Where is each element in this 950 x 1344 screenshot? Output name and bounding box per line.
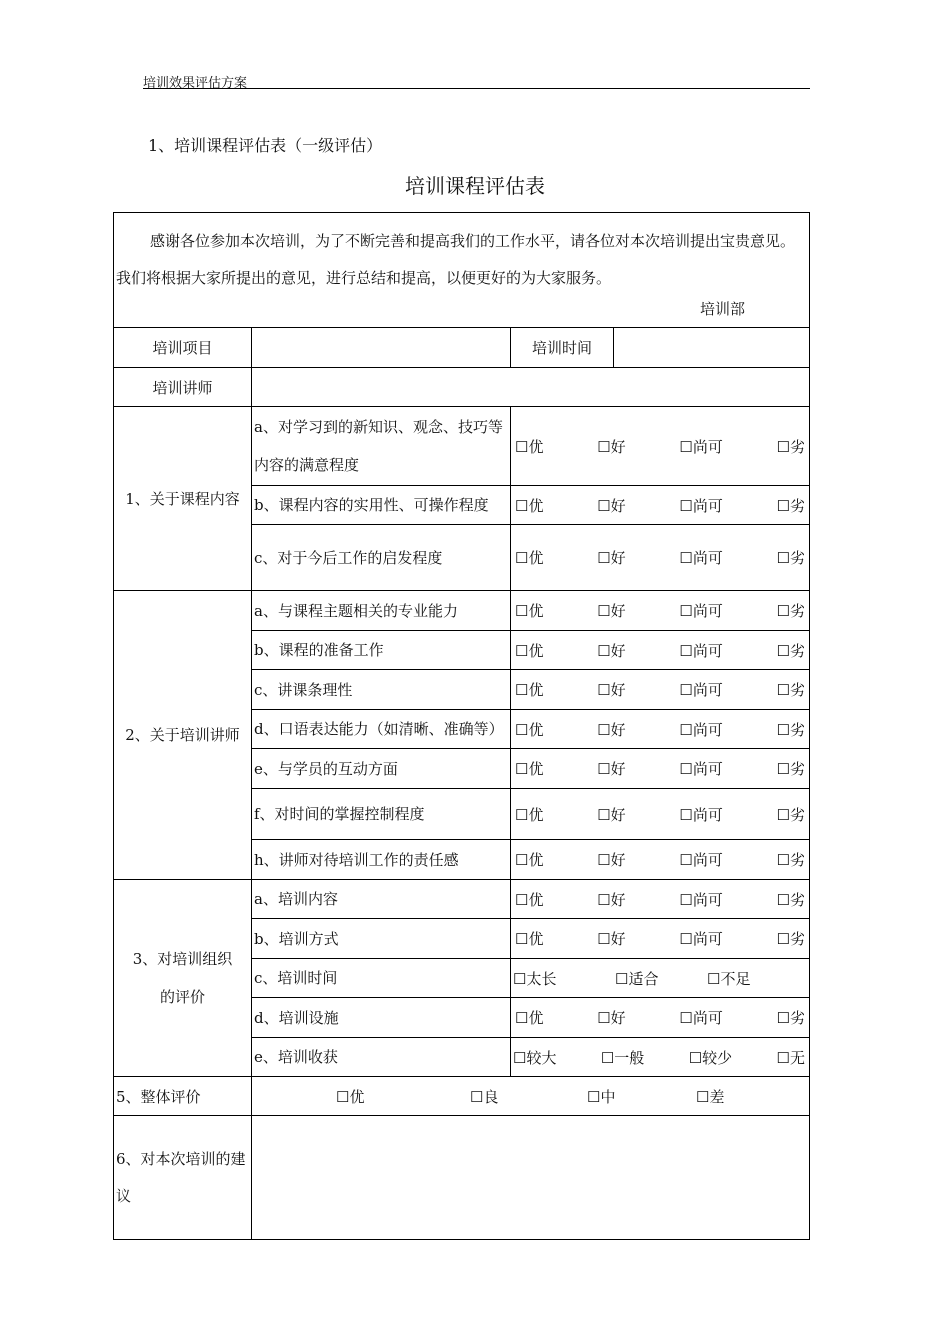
rating-cell xyxy=(511,525,810,591)
rating-cell xyxy=(511,631,810,670)
suggestion-input[interactable] xyxy=(252,1116,810,1240)
time-input[interactable] xyxy=(614,328,810,368)
option-fair[interactable]: ☐尚可 xyxy=(679,890,723,909)
option-good[interactable]: ☐好 xyxy=(597,720,626,739)
option-large[interactable]: ☐较大 xyxy=(513,1048,557,1067)
document-title: 培训课程评估表 xyxy=(405,174,545,198)
gain-rating-cell xyxy=(511,1038,810,1077)
intro-cell xyxy=(114,213,810,328)
rating-cell xyxy=(511,919,810,959)
option-good[interactable]: ☐好 xyxy=(597,437,626,456)
option-fair[interactable]: ☐尚可 xyxy=(679,496,723,515)
option-excellent[interactable]: ☐优 xyxy=(515,930,544,948)
option-excellent[interactable]: ☐优 xyxy=(515,890,544,909)
option-none[interactable]: ☐无 xyxy=(776,1048,805,1067)
rating-cell xyxy=(511,486,810,525)
page-header: 培训效果评估方案 xyxy=(143,76,248,91)
rating-cell xyxy=(511,998,810,1038)
option-fair[interactable]: ☐尚可 xyxy=(679,437,723,456)
option-fair[interactable]: ☐尚可 xyxy=(679,549,723,567)
option-poor[interactable]: ☐劣 xyxy=(776,720,806,739)
overall-option-good[interactable]: ☐良 xyxy=(470,1087,499,1106)
overall-option-excellent[interactable]: ☐优 xyxy=(336,1087,365,1106)
lecturer-label: 培训讲师 xyxy=(114,368,252,407)
lecturer-item: b、课程的准备工作 xyxy=(252,631,511,670)
option-insufficient[interactable]: ☐不足 xyxy=(707,969,751,988)
option-excellent[interactable]: ☐优 xyxy=(515,602,544,620)
option-good[interactable]: ☐好 xyxy=(597,760,626,778)
option-too-long[interactable]: ☐太长 xyxy=(513,969,557,988)
option-good[interactable]: ☐好 xyxy=(597,496,626,515)
lecturer-section-label: 2、关于培训讲师 xyxy=(114,591,252,880)
option-good[interactable]: ☐好 xyxy=(597,602,626,620)
option-fair[interactable]: ☐尚可 xyxy=(679,641,723,660)
option-poor[interactable]: ☐劣 xyxy=(776,437,806,456)
rating-cell xyxy=(511,407,810,486)
course-item: c、对于今后工作的启发程度 xyxy=(252,525,511,591)
option-fair[interactable]: ☐尚可 xyxy=(679,851,723,869)
rating-cell xyxy=(511,670,810,710)
option-poor[interactable]: ☐劣 xyxy=(776,805,806,824)
option-fair[interactable]: ☐尚可 xyxy=(679,760,723,778)
option-poor[interactable]: ☐劣 xyxy=(776,496,806,515)
lecturer-item: h、讲师对待培训工作的责任感 xyxy=(252,840,511,880)
option-good[interactable]: ☐好 xyxy=(597,805,626,824)
option-excellent[interactable]: ☐优 xyxy=(515,641,544,660)
time-label: 培训时间 xyxy=(511,328,614,368)
option-fair[interactable]: ☐尚可 xyxy=(679,720,723,739)
evaluation-form xyxy=(113,212,810,1240)
option-poor[interactable]: ☐劣 xyxy=(776,930,806,948)
org-item: c、培训时间 xyxy=(252,959,511,998)
option-average[interactable]: ☐一般 xyxy=(600,1048,645,1067)
option-poor[interactable]: ☐劣 xyxy=(776,851,806,869)
lecturer-input[interactable] xyxy=(252,368,810,407)
option-fair[interactable]: ☐尚可 xyxy=(679,805,723,824)
overall-option-medium[interactable]: ☐中 xyxy=(587,1087,616,1106)
project-input[interactable] xyxy=(252,328,511,368)
lecturer-item: f、对时间的掌握控制程度 xyxy=(252,789,511,840)
option-fair[interactable]: ☐尚可 xyxy=(679,930,723,948)
option-excellent[interactable]: ☐优 xyxy=(515,851,544,869)
option-small[interactable]: ☐较少 xyxy=(688,1048,733,1067)
rating-cell xyxy=(511,840,810,880)
rating-cell xyxy=(511,591,810,631)
option-good[interactable]: ☐好 xyxy=(597,851,626,869)
lecturer-item: d、口语表达能力（如清晰、准确等） xyxy=(252,710,511,749)
option-poor[interactable]: ☐劣 xyxy=(776,1009,806,1027)
org-item: b、培训方式 xyxy=(252,919,511,959)
option-excellent[interactable]: ☐优 xyxy=(515,760,544,778)
org-item: a、培训内容 xyxy=(252,880,511,919)
section-title: 1、培训课程评估表（一级评估） xyxy=(148,136,383,155)
header-divider xyxy=(143,88,810,89)
course-section-label: 1、关于课程内容 xyxy=(114,407,252,591)
option-excellent[interactable]: ☐优 xyxy=(515,1009,544,1027)
option-good[interactable]: ☐好 xyxy=(597,930,626,948)
rating-cell xyxy=(511,880,810,919)
intro-text: 感谢各位参加本次培训，为了不断完善和提高我们的工作水平，请各位对本次培训提出宝贵意见。我们将根据大家所提出的意见，进行总结和提高，以便更好的为大家服务。 xyxy=(116,232,796,287)
option-good[interactable]: ☐好 xyxy=(597,890,626,909)
overall-option-poor[interactable]: ☐差 xyxy=(696,1087,725,1106)
lecturer-item: e、与学员的互动方面 xyxy=(252,749,511,789)
time-rating-cell xyxy=(511,959,810,998)
option-poor[interactable]: ☐劣 xyxy=(776,890,806,909)
option-good[interactable]: ☐好 xyxy=(597,1009,626,1027)
rating-cell xyxy=(511,789,810,840)
rating-cell xyxy=(511,749,810,789)
option-poor[interactable]: ☐劣 xyxy=(776,681,806,699)
option-fair[interactable]: ☐尚可 xyxy=(679,681,723,699)
option-good[interactable]: ☐好 xyxy=(597,681,626,699)
option-excellent[interactable]: ☐优 xyxy=(515,805,544,824)
option-fair[interactable]: ☐尚可 xyxy=(679,602,723,620)
course-item: b、课程内容的实用性、可操作程度 xyxy=(252,486,511,525)
option-poor[interactable]: ☐劣 xyxy=(776,549,806,567)
option-appropriate[interactable]: ☐适合 xyxy=(615,969,659,988)
option-excellent[interactable]: ☐优 xyxy=(515,720,544,739)
option-good[interactable]: ☐好 xyxy=(597,549,626,567)
org-item: d、培训设施 xyxy=(252,998,511,1038)
intro-signature: 培训部 xyxy=(700,300,746,318)
option-excellent[interactable]: ☐优 xyxy=(515,549,544,567)
option-poor[interactable]: ☐劣 xyxy=(776,602,806,620)
rating-cell xyxy=(511,710,810,749)
overall-rating-cell xyxy=(252,1077,810,1116)
option-poor[interactable]: ☐劣 xyxy=(776,641,806,660)
project-label: 培训项目 xyxy=(114,328,252,368)
lecturer-item: a、与课程主题相关的专业能力 xyxy=(252,591,511,631)
option-excellent[interactable]: ☐优 xyxy=(515,681,544,699)
org-item: e、培训收获 xyxy=(252,1038,511,1077)
course-item: a、对学习到的新知识、观念、技巧等内容的满意程度 xyxy=(252,407,511,486)
suggestion-label: 6、对本次培训的建议 xyxy=(114,1116,252,1240)
org-section-label: 3、对培训组织的评价 xyxy=(114,880,252,1077)
lecturer-item: c、讲课条理性 xyxy=(252,670,511,710)
option-fair[interactable]: ☐尚可 xyxy=(679,1009,723,1027)
option-good[interactable]: ☐好 xyxy=(597,641,626,660)
option-poor[interactable]: ☐劣 xyxy=(776,760,806,778)
overall-label: 5、整体评价 xyxy=(114,1077,252,1116)
option-excellent[interactable]: ☐优 xyxy=(515,496,544,515)
option-excellent[interactable]: ☐优 xyxy=(515,437,544,456)
